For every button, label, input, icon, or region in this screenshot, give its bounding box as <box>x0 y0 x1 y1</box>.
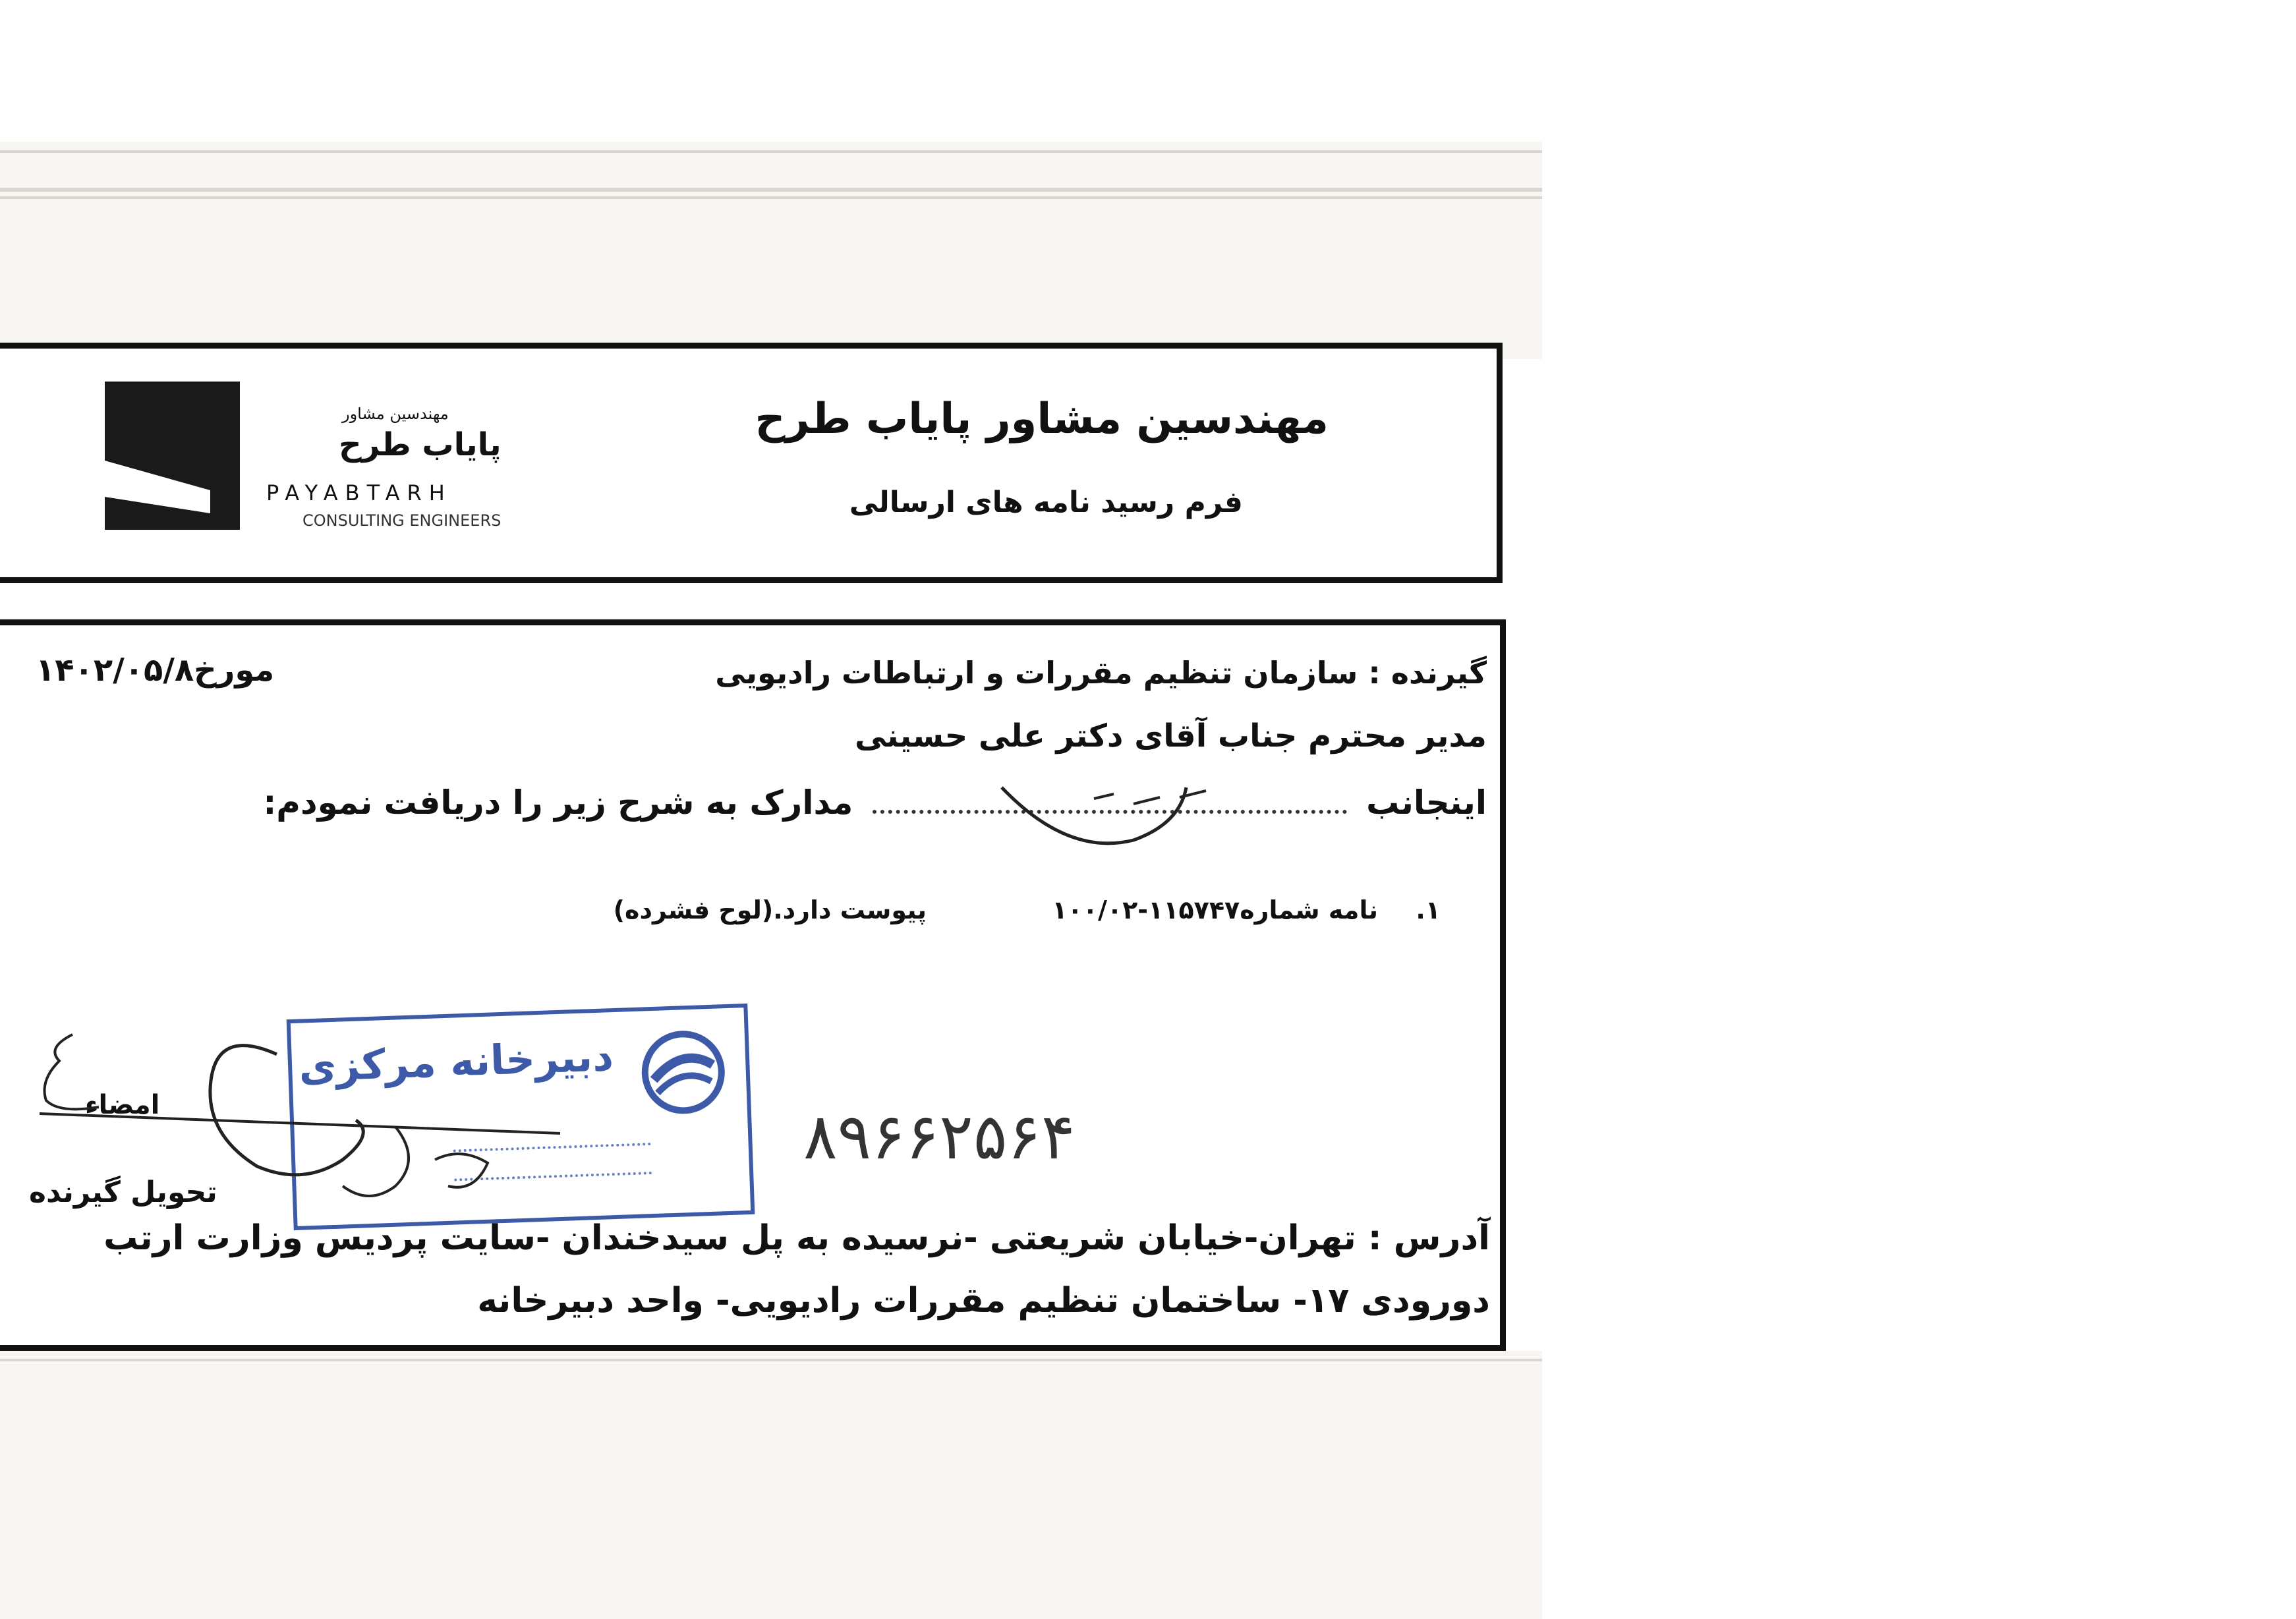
scan-edge-line <box>0 196 1542 199</box>
scan-background-strip <box>0 1351 1542 1619</box>
addressee-line: مدیر محترم جناب آقای دکتر علی حسینی <box>854 718 1487 754</box>
item-number: ۱. <box>1416 895 1441 924</box>
company-logo <box>105 382 566 540</box>
stamp-emblem-icon <box>635 1025 731 1120</box>
logo-en-name: PAYABTARH <box>266 480 452 505</box>
handwritten-number: ۸۹۶۶۲۵۶۴ <box>803 1100 1076 1174</box>
secretariat-stamp <box>287 1004 755 1230</box>
logo-fa-small: مهندسین مشاور <box>342 405 449 423</box>
logo-fa-large: پایاب طرح <box>339 426 502 463</box>
date-line: مورخ۱۴۰۲/۰۵/۸ <box>36 652 275 689</box>
logo-square-icon <box>105 382 240 530</box>
recipient-line: گیرنده : سازمان تنظیم مقررات و ارتباطات رادیویی <box>715 655 1487 691</box>
logo-en-sub: CONSULTING ENGINEERS <box>302 511 502 530</box>
item-letter-number: نامه شماره۱۱۵۷۴۷-۱۰۰/۰۲ <box>1052 895 1378 924</box>
scan-edge-line <box>0 1359 1542 1361</box>
header-box <box>0 343 1503 583</box>
receipt-line-end: مدارک به شرح زیر را دریافت نمودم: <box>263 783 853 822</box>
receipt-line-start: اینجانب <box>1366 783 1487 822</box>
delivery-label: تحویل گیرنده <box>29 1176 217 1209</box>
scan-edge-line <box>0 150 1542 153</box>
address-line-1: آدرس : تهران-خیابان شریعتی -نرسیده به پل سیدخندان -سایت پردیس وزارت ارتب <box>103 1218 1490 1258</box>
address-line-2: دورودی ۱۷- ساختمان تنظیم مقررات رادیویی- واحد دبیرخانه <box>477 1281 1490 1321</box>
item-attachment: پیوست دارد.(لوح فشرده) <box>613 895 927 924</box>
stamp-title: دبیرخانه مرکزی <box>298 1032 615 1091</box>
company-name: مهندسین مشاور پایاب طرح <box>755 395 1329 443</box>
receipt-name-blank <box>873 790 1347 814</box>
form-title: فرم رسید نامه های ارسالی <box>849 486 1243 519</box>
receipt-body-box <box>0 619 1506 1351</box>
scan-background-strip <box>0 142 1542 359</box>
stamp-detail-lines <box>453 1123 652 1181</box>
scan-edge-line <box>0 188 1542 192</box>
signature-label: امضاء <box>85 1090 160 1120</box>
receipt-statement <box>263 783 1487 822</box>
